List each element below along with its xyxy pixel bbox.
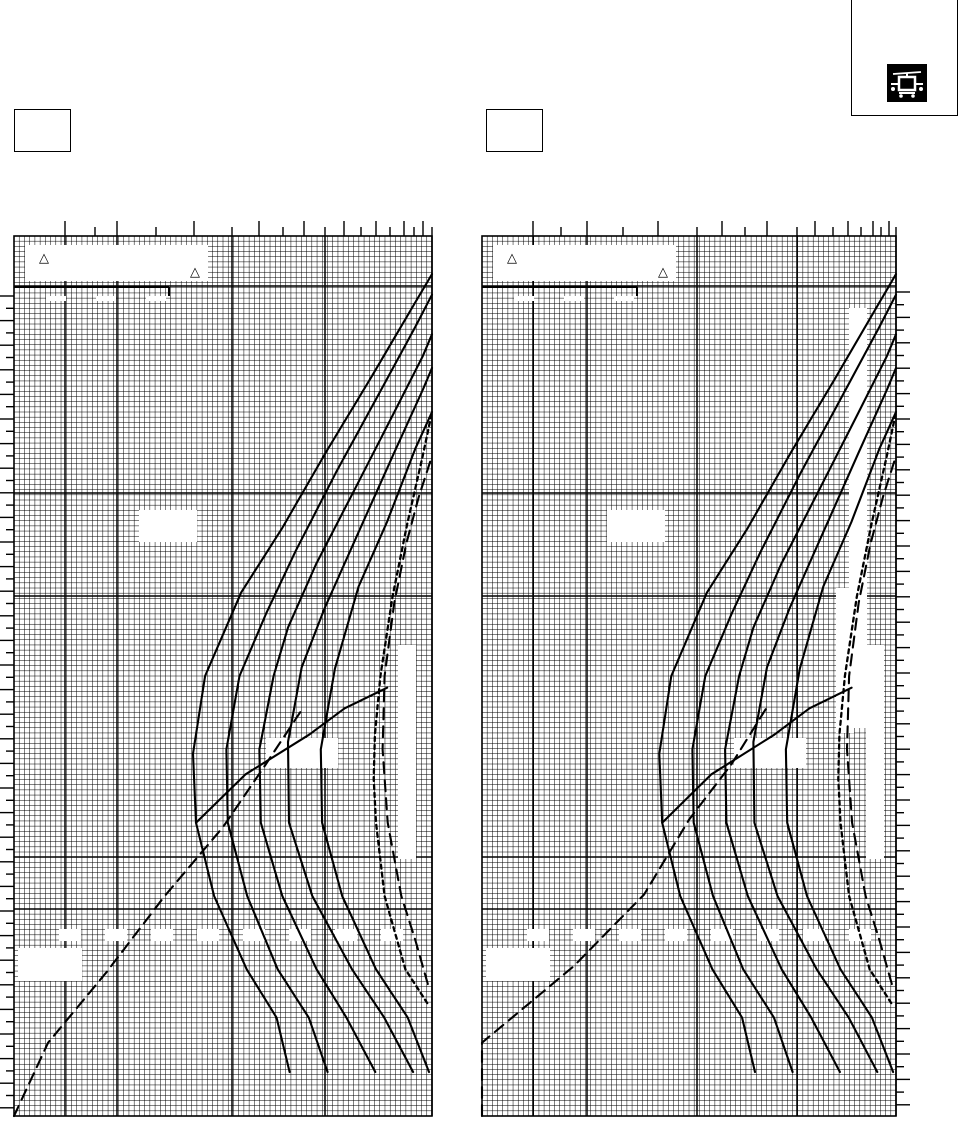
row-label-gap-3: [151, 929, 173, 941]
grid-minor: [14, 236, 432, 1116]
legend-box: [493, 245, 676, 281]
side-axis-ticks: [896, 292, 910, 1105]
row-label-gap-4: [197, 929, 219, 941]
side-axis-ticks: [0, 296, 14, 1108]
chart-panel-1: [0, 221, 432, 1116]
label-block-4: [866, 645, 884, 859]
label-block-3: [486, 948, 550, 981]
legend-marker-1: △: [507, 251, 517, 266]
row-label-gap-7: [335, 929, 357, 941]
legend-box: [25, 245, 208, 281]
legend-gap-3: [614, 296, 634, 301]
label-block-3: [18, 948, 82, 981]
row-label-gap-2: [105, 929, 127, 941]
legend-gap-2: [96, 296, 116, 301]
grid-minor: [482, 236, 896, 1116]
legend-gap-3: [146, 296, 166, 301]
row-label-gap-2: [573, 929, 595, 941]
legend-gap-2: [564, 296, 584, 301]
row-label-gap-8: [381, 929, 403, 941]
row-label-gap-3: [619, 929, 641, 941]
legend-gap-1: [46, 296, 66, 301]
top-axis-ticks: [533, 221, 896, 236]
label-block-1: [607, 510, 665, 542]
legend-marker-2: △: [190, 265, 200, 280]
label-block-4: [398, 645, 416, 859]
label-block-2: [266, 738, 338, 768]
row-label-gap-1: [59, 929, 81, 941]
legend: [14, 245, 208, 301]
top-axis-ticks: [65, 221, 432, 236]
legend-gap-1: [514, 296, 534, 301]
legend-marker-2: △: [658, 265, 668, 280]
row-label-gap-1: [527, 929, 549, 941]
row-label-gap-7: [803, 929, 825, 941]
row-label-gap-4: [665, 929, 687, 941]
legend-marker-1: △: [39, 251, 49, 266]
series-line-2: [193, 274, 432, 1072]
label-block-1: [139, 510, 197, 542]
label-blocks: [18, 510, 416, 981]
chart-panel-2: [482, 221, 910, 1116]
legend: [482, 245, 676, 301]
